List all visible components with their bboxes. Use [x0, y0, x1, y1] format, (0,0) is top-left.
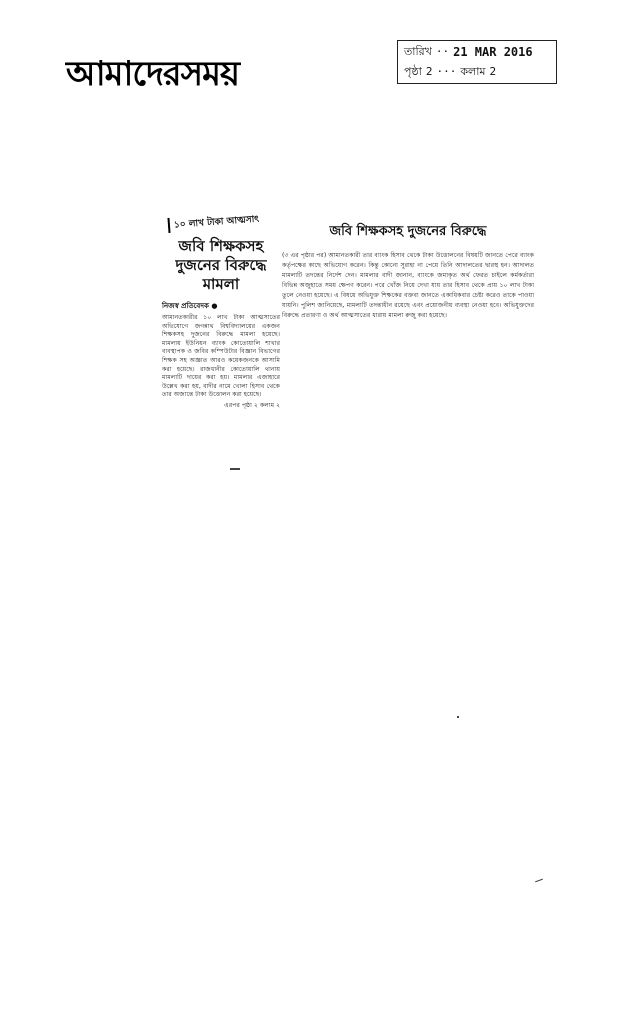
continued-headline: জবি শিক্ষকসহ দুজনের বিরুদ্ধে — [329, 224, 487, 239]
scan-speck — [535, 879, 543, 883]
article-byline: নিজস্ব প্রতিবেদক ● — [162, 302, 218, 310]
stamp-date-label: তারিখ — [404, 45, 432, 58]
news-clipping-right — [282, 222, 534, 321]
stamp-date-value: 21 MAR 2016 — [453, 45, 533, 59]
stamp-column-value: 2 — [489, 65, 497, 78]
article-continuation: এরপর পৃষ্ঠা ২ কলাম ২ — [224, 401, 280, 409]
scan-speck — [457, 716, 459, 718]
newspaper-masthead: আমাদেরসময় — [66, 54, 239, 94]
article-body: আমানতকারীর ১০ লাখ টাকা আত্মসাতের অভিযোগে জগন্নাথ বিশ্ববিদ্যালয়ের একজন শিক্ষকসহ দুজনের বিরুদ্ধে মামলা হয়েছে। মামলায় ইউনিয়ন ব্যাংক কোতোয়ালি শাখার ব্যবস্থাপক ও জবির কম্পিউটার বিজ্ঞান বিভাগের শিক্ষক সহ অজ্ঞাত আরও কয়েকজনকে আসামি করা হয়েছে। রাজধানীর কোতোয়ালি থানায় মামলাটি দায়ের করা হয়। মামলার এজাহারে উল্লেখ করা হয়, বাদীর নামে খোলা হিসাব থেকে তার অজান্তে টাকা উত্তোলন করা হয়েছে। — [162, 314, 280, 399]
continued-body: (৩ এর পৃষ্ঠার পর) আমানতকারী তার ব্যাংক হিসাব থেকে টাকা উত্তোলনের বিষয়টি জানতে পেরে ব্যাংক কর্তৃপক্ষের কাছে অভিযোগ করেন। কিন্তু কোনো সুরাহা না পেয়ে তিনি আদালতের দ্বারস্থ হন। আদালত মামলাটি তদন্তের নির্দেশ দেন। মামলার বাদী জানান, ব্যাংকে জমাকৃত অর্থ ফেরত চাইলে কর্মকর্তারা বিভিন্ন অজুহাতে সময় ক্ষেপণ করেন। পরে খোঁজ নিয়ে দেখা যায় তার হিসাব থেকে প্রায় ১০ লাখ টাকা তুলে নেওয়া হয়েছে। এ বিষয়ে অভিযুক্ত শিক্ষকের বক্তব্য জানতে একাধিকবার চেষ্টা করেও তাকে পাওয়া যায়নি। পুলিশ জানিয়েছে, মামলাটি তদন্তাধীন রয়েছে এবং প্রয়োজনীয় ব্যবস্থা নেওয়া হবে। অভিযুক্তদের বিরুদ্ধে প্রতারণা ও অর্থ আত্মসাতের ধারায় মামলা রুজু করা হয়েছে। — [282, 252, 534, 319]
archive-stamp: তারিখ ·· 21 MAR 2016 পৃষ্ঠা 2 ··· কলাম 2 — [397, 40, 557, 84]
stamp-page-label: পৃষ্ঠা — [404, 65, 422, 78]
stamp-page-value: 2 — [425, 65, 433, 78]
scan-speck — [230, 468, 240, 470]
article-kicker: ১০ লাখ টাকা আত্মসাৎ — [167, 210, 280, 233]
stamp-column-label: কলাম — [460, 65, 486, 78]
news-clipping-left — [162, 214, 280, 411]
article-headline: জবি শিক্ষকসহ দুজনের বিরুদ্ধে মামলা — [175, 237, 267, 293]
